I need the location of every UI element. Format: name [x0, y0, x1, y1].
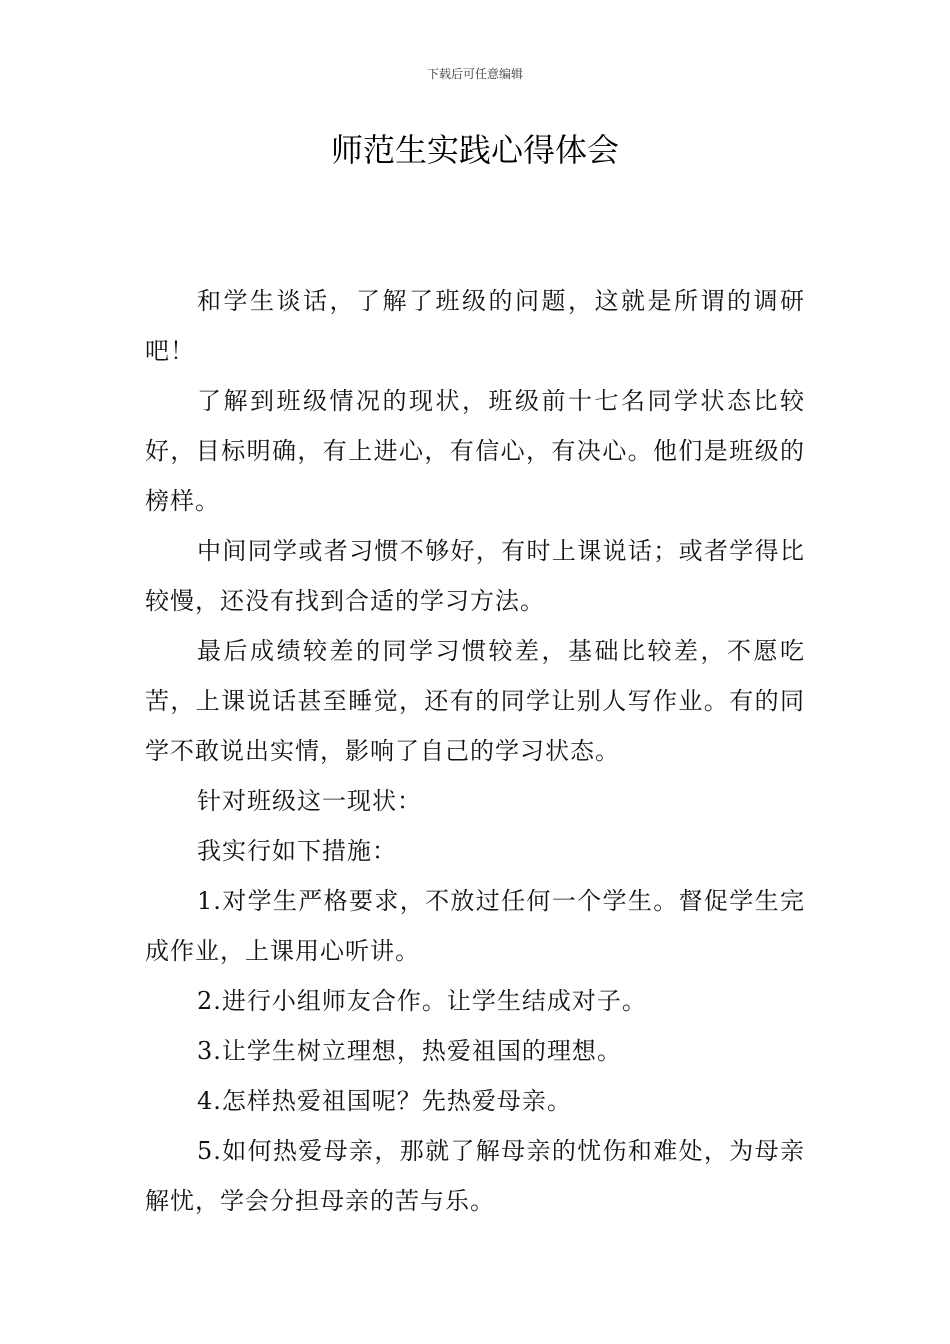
measure-item-4: 4.怎样热爱祖国呢？先热爱母亲。 [197, 1087, 572, 1115]
paragraph-4: 最后成绩较差的同学习惯较差，基础比较差，不愿吃苦，上课说话甚至睡觉，还有的同学让别人写作业。有的同学不敢说出实情，影响了自己的学习状态。 [145, 637, 805, 765]
paragraph-5: 针对班级这一现状： [197, 787, 422, 815]
paragraph-2: 了解到班级情况的现状，班级前十七名同学状态比较好，目标明确，有上进心，有信心，有决心。他们是班级的榜样。 [145, 387, 805, 515]
header-note: 下载后可任意编辑 [426, 67, 523, 81]
measure-item-3: 3.让学生树立理想，热爱祖国的理想。 [197, 1037, 622, 1065]
document-body [145, 276, 805, 1226]
measure-item-2: 2.进行小组师友合作。让学生结成对子。 [197, 987, 647, 1015]
measure-item-1: 1.对学生严格要求，不放过任何一个学生。督促学生完成作业，上课用心听讲。 [145, 887, 805, 965]
document-title: 师范生实践心得体会 [330, 131, 619, 169]
measure-item-5: 5.如何热爱母亲，那就了解母亲的忧伤和难处，为母亲解忧，学会分担母亲的苦与乐。 [145, 1137, 805, 1215]
paragraph-1: 和学生谈话，了解了班级的问题，这就是所谓的调研吧！ [145, 287, 805, 365]
paragraph-6: 我实行如下措施： [197, 837, 397, 865]
paragraph-3: 中间同学或者习惯不够好，有时上课说话；或者学得比较慢，还没有找到合适的学习方法。 [145, 537, 805, 615]
